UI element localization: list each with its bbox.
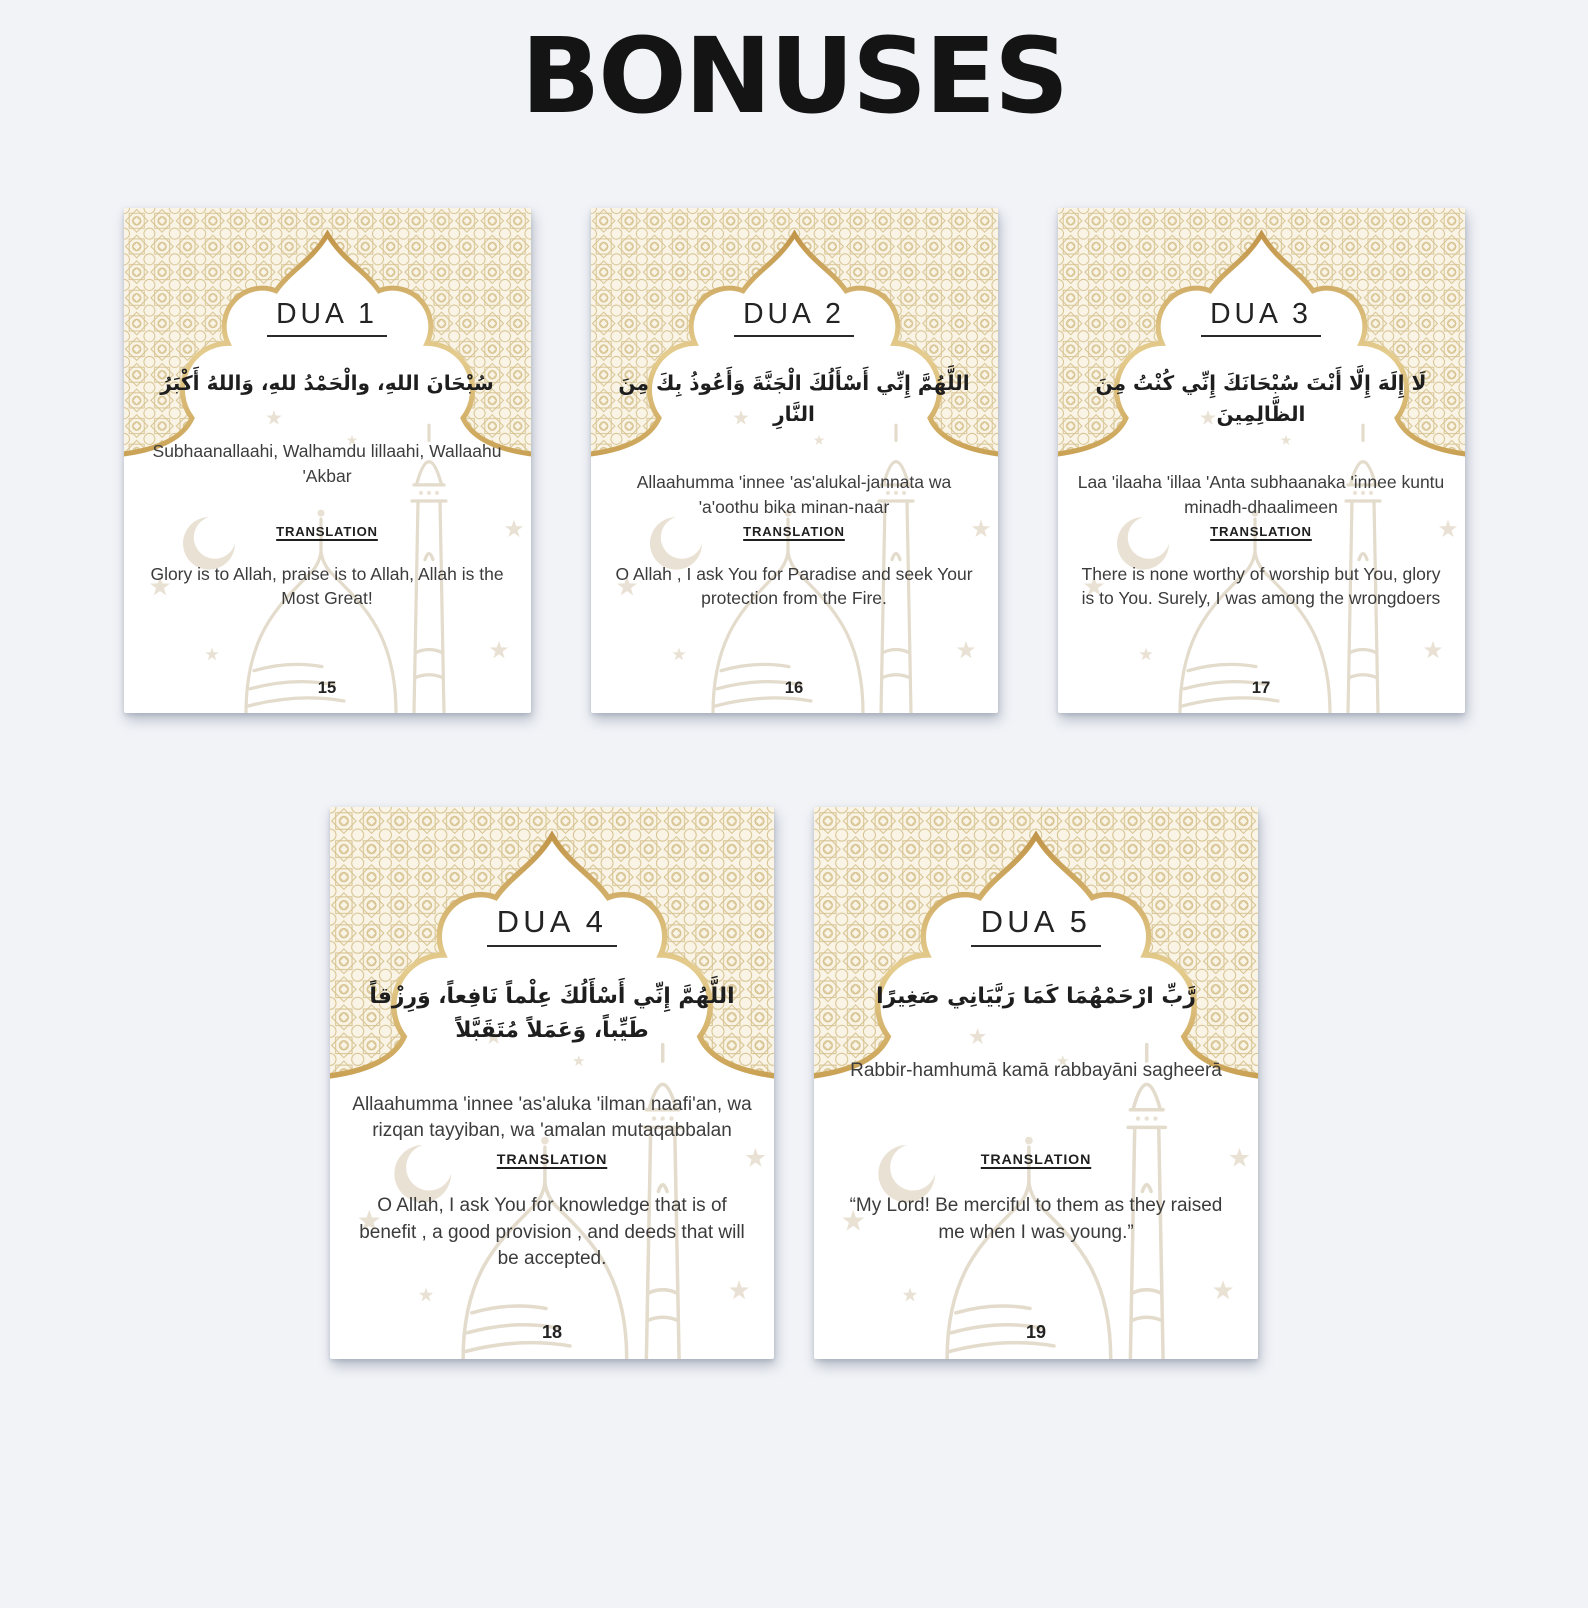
translation-text: There is none worthy of worship but You, glory is to You. Surely, I was among the wrongdoers xyxy=(1081,563,1441,609)
arabic-text: سُبْحَانَ اللهِ، والْحَمْدُ للهِ، وَاللهُ أَكْبَرُ xyxy=(160,370,494,395)
dua-card-4 xyxy=(330,807,774,1359)
arabic-text: رَّبِّ ارْحَمْهُمَا كَمَا رَبَّيَانِي صَغِيرًا xyxy=(876,984,1196,1010)
translation-label: TRANSLATION xyxy=(980,1152,1092,1169)
page-number: 15 xyxy=(317,678,337,698)
dua-title: DUA 3 xyxy=(1201,298,1321,337)
cards-row-1 xyxy=(0,208,1588,713)
page-title: BONUSES xyxy=(520,15,1067,137)
arabic-text: اللَّهُمَّ إِنِّي أَسْأَلُكَ عِلْماً نَافِعاً، وَرِزْقاً طَيِّباً، وَعَمَلاً مُتَقَبَّلاً xyxy=(369,984,735,1044)
page-number: 16 xyxy=(784,678,804,698)
arabic-text: لَا إِلَهَ إِلَّا أَنْتَ سُبْحَانَكَ إِنِّي كُنْتُ مِنَ الظَّالِمِينَ xyxy=(1095,370,1427,426)
transliteration-text: Rabbir-hamhumā kamā rabbayāni sagheerā xyxy=(850,1059,1222,1081)
transliteration-text: Allaahumma 'innee 'as'aluka 'ilman naafi'an, wa rizqan tayyiban, wa 'amalan mutaqabbalan xyxy=(352,1093,752,1142)
dua-card-5 xyxy=(814,807,1258,1359)
dua-title: DUA 4 xyxy=(487,904,617,946)
translation-text: Glory is to Allah, praise is to Allah, Allah is the Most Great! xyxy=(150,563,504,609)
cards-row-2 xyxy=(0,807,1588,1359)
dua-card-1 xyxy=(124,208,531,713)
transliteration-text: Laa 'ilaaha 'illaa 'Anta subhaanaka 'innee kuntu minadh-dhaalimeen xyxy=(1077,472,1445,517)
dua-title: DUA 1 xyxy=(267,298,387,337)
transliteration-text: Allaahumma 'innee 'as'alukal-jannata wa 'a'oothu bika minan-naar xyxy=(636,472,952,517)
dua-title: DUA 2 xyxy=(734,298,854,337)
translation-label: TRANSLATION xyxy=(496,1152,608,1169)
card-content xyxy=(591,208,998,713)
translation-label: TRANSLATION xyxy=(743,523,845,539)
arabic-text: اللَّهُمَّ إِنِّي أَسْأَلُكَ الْجَنَّةَ وَأَعُوذُ بِكَ مِنَ النَّارِ xyxy=(618,370,970,426)
page-number: 17 xyxy=(1251,678,1271,698)
translation-label: TRANSLATION xyxy=(276,523,378,539)
dua-title: DUA 5 xyxy=(971,904,1101,946)
page-number: 19 xyxy=(1025,1322,1047,1343)
card-content xyxy=(330,807,774,1359)
card-content xyxy=(1058,208,1465,713)
card-content xyxy=(124,208,531,713)
translation-text: O Allah, I ask You for knowledge that is of benefit , a good provision , and deeds that will be accepted. xyxy=(359,1195,745,1270)
card-content xyxy=(814,807,1258,1359)
dua-card-3 xyxy=(1058,208,1465,713)
translation-text: “My Lord! Be merciful to them as they raised me when I was young.” xyxy=(849,1195,1223,1243)
dua-card-2 xyxy=(591,208,998,713)
page-number: 18 xyxy=(541,1322,563,1343)
transliteration-text: Subhaanallaahi, Walhamdu lillaahi, Wallaahu 'Akbar xyxy=(152,441,502,486)
translation-text: O Allah , I ask You for Paradise and seek Your protection from the Fire. xyxy=(615,563,973,609)
translation-label: TRANSLATION xyxy=(1210,523,1312,539)
